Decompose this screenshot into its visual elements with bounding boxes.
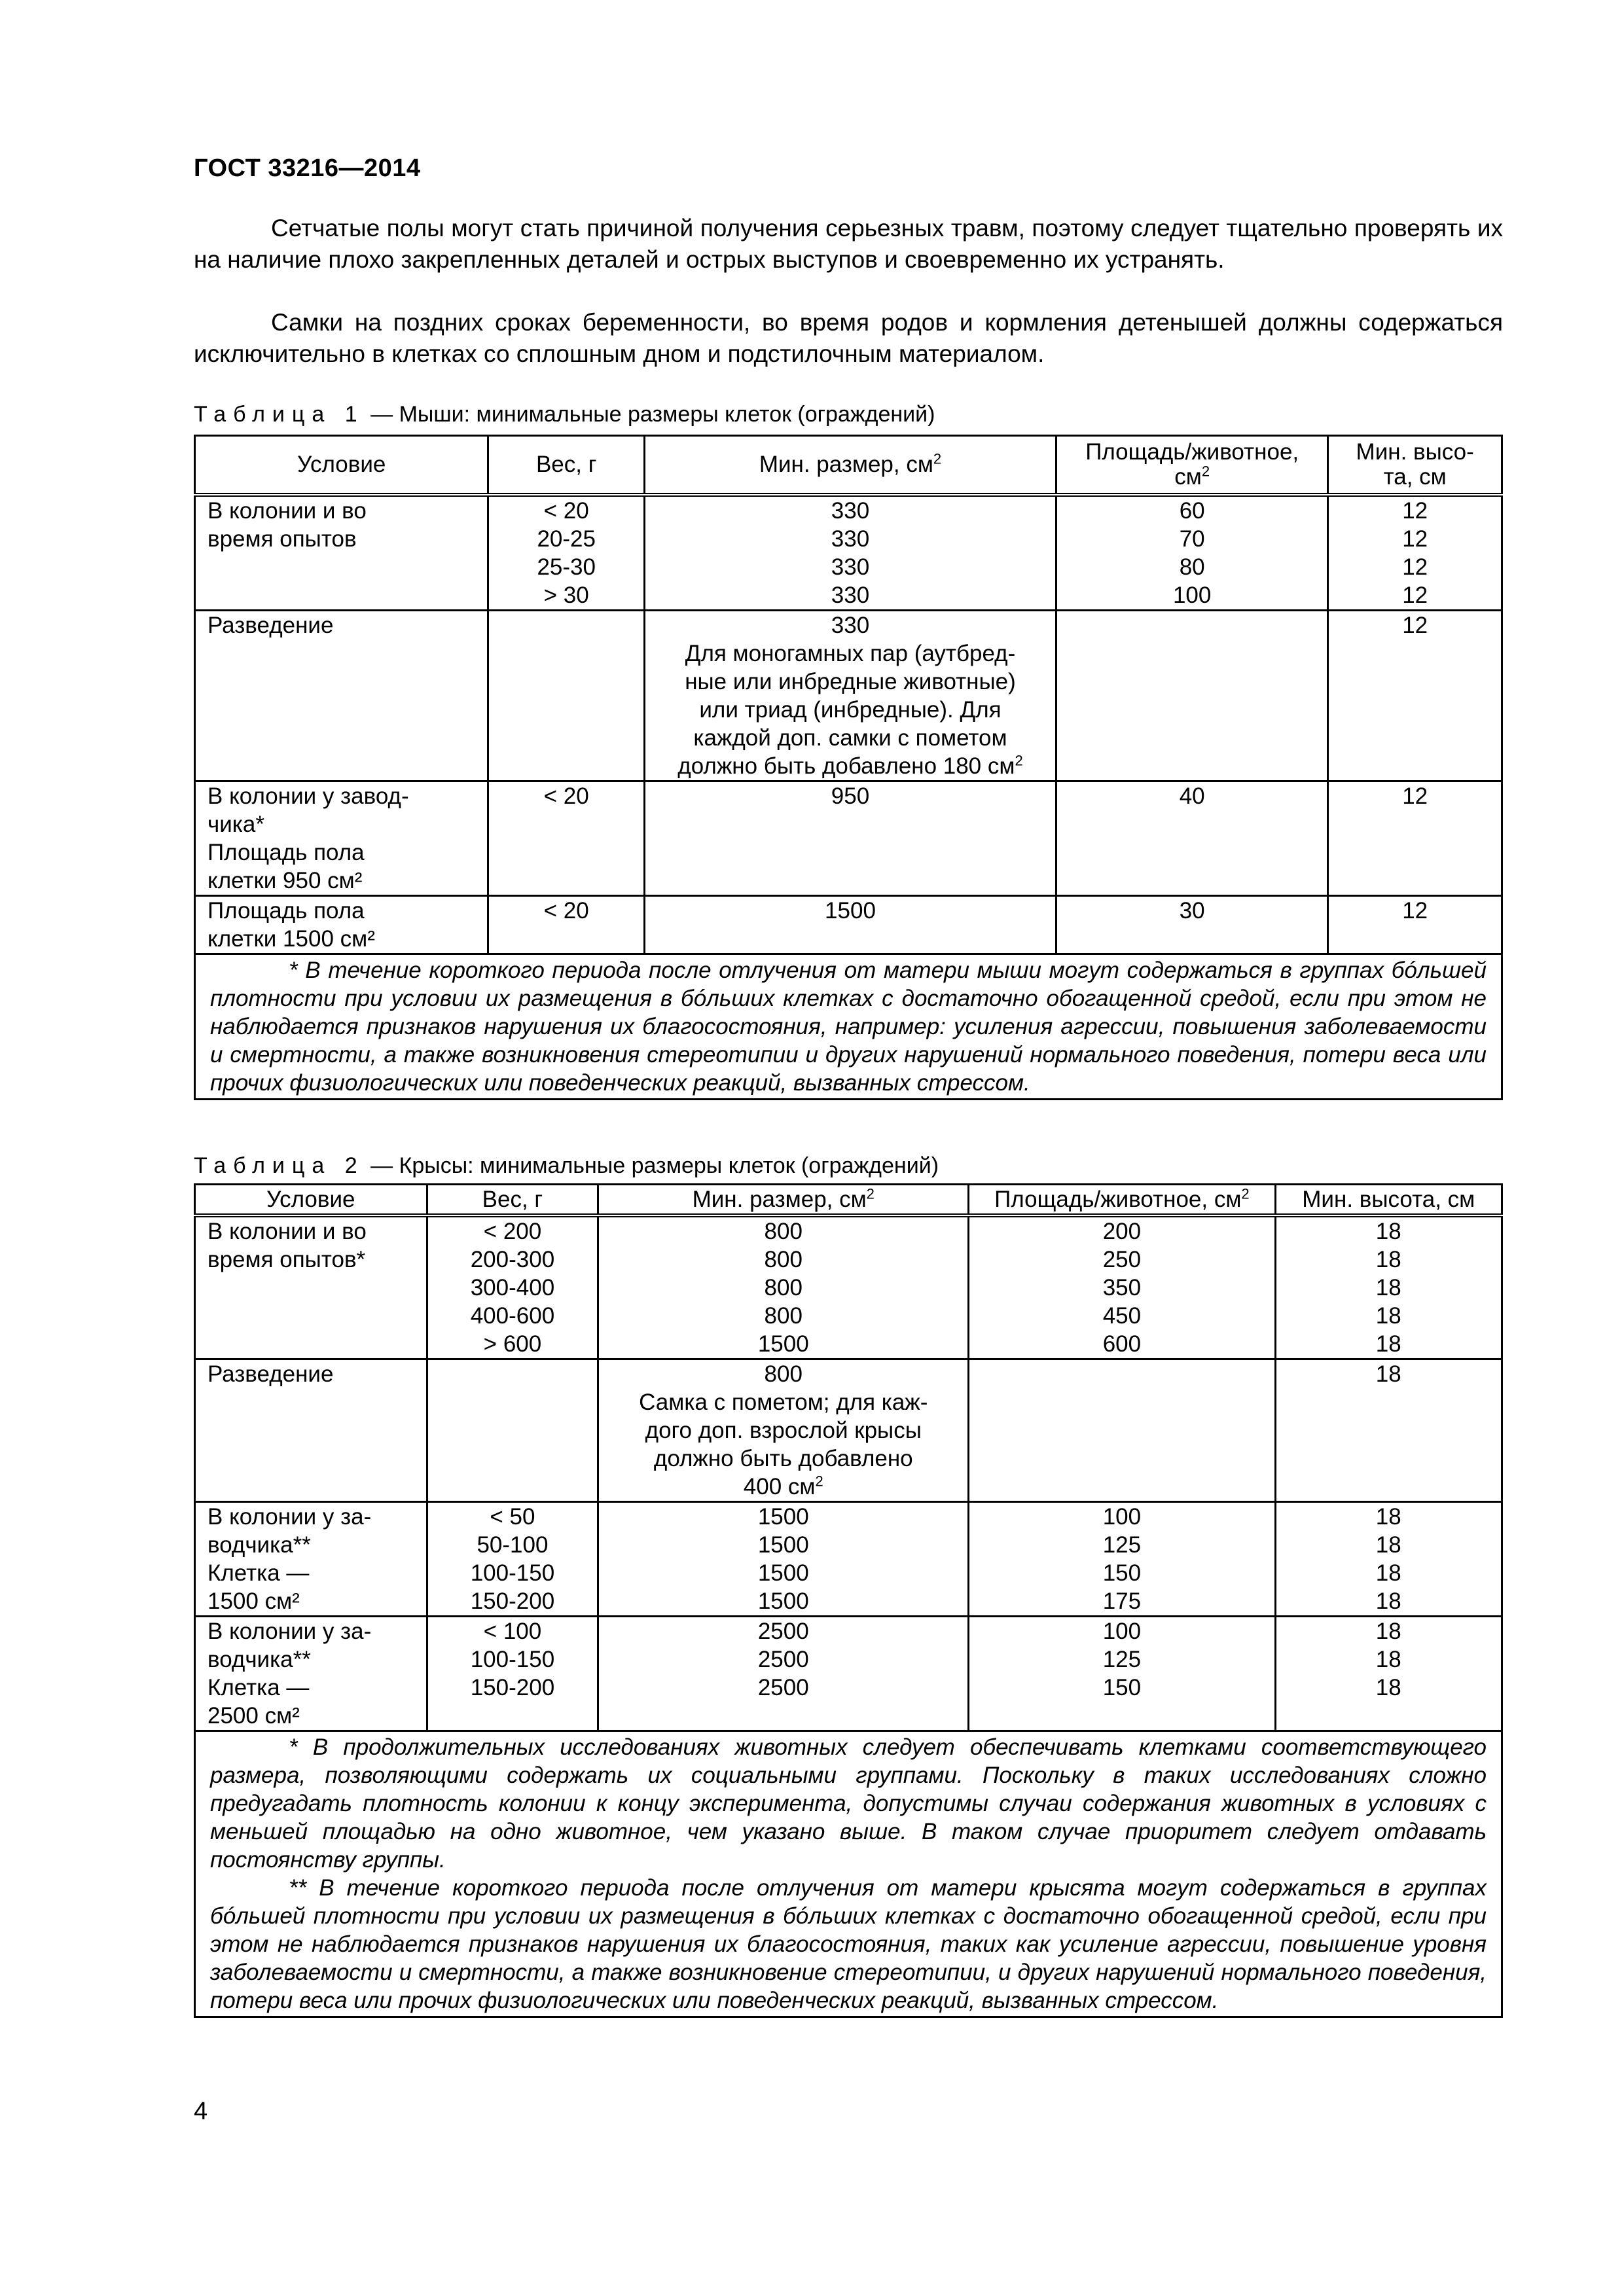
cell-area: [969, 1359, 1275, 1502]
cell-area: 60 70 80 100: [1056, 495, 1327, 611]
table1-header-condition: Условие: [195, 436, 488, 495]
cell-weight: < 100 100-150 150-200: [427, 1617, 598, 1731]
cell-condition: В колонии и во время опытов*: [195, 1215, 427, 1359]
cell-weight: < 20: [488, 896, 645, 954]
table2-footnotes: [195, 1731, 1502, 2017]
table2-footnote-1: * В продолжительных исследованиях животных следует обеспечивать клетками соответствующего размера, позволяющими содержать их социальными группами. Поскольку в таких исследованиях сложно предугадать плотность колонии к концу эксперимента, допустимы случаи содержания животных в условиях с меньшей площадью на одно животное, чем указано выше. В таком случае приоритет следует отдавать постоянству группы.: [210, 1734, 1487, 1873]
cell-condition: В колонии у за- водчика** Клетка — 1500 см²: [195, 1502, 427, 1617]
table2-caption-text: — Крысы: минимальные размеры клеток (ограждений): [364, 1153, 939, 1178]
table1-footnote: * В течение короткого периода после отлучения от матери мыши могут содержаться в группах бóльшей плотности при условии их размещения в бóльших клетках с достаточно обогащенной средой, если при этом не наблюдается признаков нарушения их благосостояния, например: усиления агрессии, повышения заболеваемости и смертности, а также возникновения стереотипии и других нарушений нормального поведения, потери веса или прочих физиологических или поведенческих реакций, вызванных стрессом.: [195, 954, 1502, 1100]
cell-min-size: 330 Для моногамных пар (аутбред- ные или инбредные животные) или триад (инбредные). Для каждой доп. самки с пометом должно быть добавлено 180 $см^2$: [645, 611, 1056, 781]
table2-header-row: [195, 1185, 1502, 1216]
table2-note-row: [195, 1731, 1502, 2017]
table-row: [195, 1359, 1502, 1502]
table1-header-row: [195, 436, 1502, 495]
cell-weight: [488, 611, 645, 781]
table2-header-min-size: Мин. размер, $см^2$: [598, 1185, 969, 1216]
table-row: [195, 1617, 1502, 1731]
table2-header-weight: Вес, г: [427, 1185, 598, 1216]
table1-note-row: [195, 954, 1502, 1100]
cell-min-size: 1500 1500 1500 1500: [598, 1502, 969, 1617]
table1-header-weight: Вес, г: [488, 436, 645, 495]
cell-weight: < 20: [488, 781, 645, 896]
table2-header-condition: Условие: [195, 1185, 427, 1216]
table1-header-min-size: Мин. размер, $см^2$: [645, 436, 1056, 495]
cell-min-size: 800 Самка с пометом; для каж- дого доп. взрослой крысы должно быть добавлено 400 $см^2$: [598, 1359, 969, 1502]
cell-height: 12 12 12 12: [1328, 495, 1502, 611]
cell-area: 100 125 150 175: [969, 1502, 1275, 1617]
cell-height: 12: [1328, 781, 1502, 896]
cell-area: 30: [1056, 896, 1327, 954]
cell-height: 12: [1328, 896, 1502, 954]
cell-min-size: 800 800 800 800 1500: [598, 1215, 969, 1359]
cell-height: 18 18 18: [1275, 1617, 1502, 1731]
table2-caption-label: Таблица 2: [194, 1153, 365, 1178]
table-row: [195, 1502, 1502, 1617]
table2-header-area-per-animal: Площадь/животное, $см^2$: [969, 1185, 1275, 1216]
cell-weight: < 20 20-25 25-30 > 30: [488, 495, 645, 611]
table1-header-area-per-animal: Площадь/животное, $см^2$: [1056, 436, 1327, 495]
cell-min-size: 950: [645, 781, 1056, 896]
cell-min-size: 1500: [645, 896, 1056, 954]
cell-condition: В колонии и во время опытов: [195, 495, 488, 611]
cell-weight: [427, 1359, 598, 1502]
cell-area: 100 125 150: [969, 1617, 1275, 1731]
table1-header-min-height: Мин. высо- та, см: [1328, 436, 1502, 495]
table2-footnote-2: ** В течение короткого периода после отлучения от матери крысята могут содержаться в группах бóльшей плотности при условии их размещения в бóльших клетках с достаточно обогащенной средой, если при этом не наблюдается признаков нарушения их благосостояния, таких как усиление агрессии, повышение уровня заболеваемости и смертности, а также возникновение стереотипии, и других нарушений нормального поведения, потери веса или прочих физиологических или поведенческих реакций, вызванных стрессом.: [210, 1875, 1487, 2013]
cell-area: 200 250 350 450 600: [969, 1215, 1275, 1359]
document-code: ГОСТ 33216—2014: [194, 154, 421, 182]
table-row: [195, 495, 1502, 611]
cell-area: [1056, 611, 1327, 781]
table-row: [195, 896, 1502, 954]
table1-mice-cage-sizes: [194, 435, 1503, 1100]
cell-condition: Разведение: [195, 611, 488, 781]
table1-caption-text: — Мыши: минимальные размеры клеток (ограждений): [364, 402, 935, 427]
cell-condition: В колонии у завод- чика* Площадь пола клетки 950 см²: [195, 781, 488, 896]
cell-condition: В колонии у за- водчика** Клетка — 2500 см²: [195, 1617, 427, 1731]
cell-weight: < 50 50-100 100-150 150-200: [427, 1502, 598, 1617]
table-row: [195, 1215, 1502, 1359]
table2-caption: [194, 1153, 939, 1179]
cell-height: 18 18 18 18 18: [1275, 1215, 1502, 1359]
cell-min-size: 2500 2500 2500: [598, 1617, 969, 1731]
table1-caption: [194, 402, 935, 427]
cell-area: 40: [1056, 781, 1327, 896]
page-number: 4: [194, 2098, 208, 2125]
paragraph-pregnant-females: Самки на поздних сроках беременности, во время родов и кормления детенышей должны содержаться исключительно в клетках со сплошным дном и подстилочным материалом.: [194, 309, 1503, 367]
cell-condition: Площадь пола клетки 1500 см²: [195, 896, 488, 954]
cell-min-size: 330 330 330 330: [645, 495, 1056, 611]
cell-condition: Разведение: [195, 1359, 427, 1502]
table2-header-min-height: Мин. высота, см: [1275, 1185, 1502, 1216]
table-row: [195, 611, 1502, 781]
paragraph-mesh-floors: Сетчатые полы могут стать причиной получения серьезных травм, поэтому следует тщательно проверять их на наличие плохо закрепленных деталей и острых выступов и своевременно их устранять.: [194, 215, 1503, 273]
table2-rats-cage-sizes: [194, 1183, 1503, 2018]
cell-weight: < 200 200-300 300-400 400-600 > 600: [427, 1215, 598, 1359]
cell-height: 18: [1275, 1359, 1502, 1502]
cell-height: 18 18 18 18: [1275, 1502, 1502, 1617]
table1-caption-label: Таблица 1: [194, 402, 365, 427]
cell-height: 12: [1328, 611, 1502, 781]
table-row: [195, 781, 1502, 896]
